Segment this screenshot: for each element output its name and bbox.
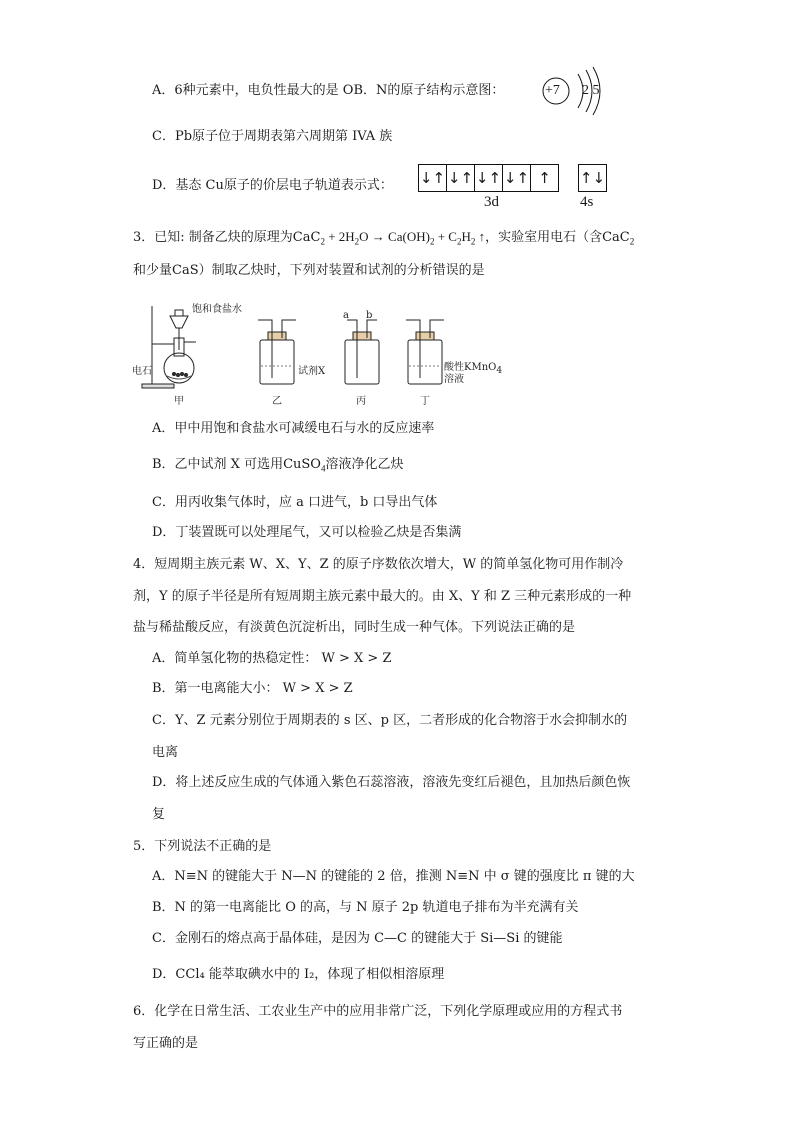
q3-option-a: A．甲中用饱和食盐水可减缓电石与水的反应速率 — [152, 421, 435, 436]
q2-option-c: C．Pb原子位于周期表第六周期第 IVA 族 — [152, 129, 393, 144]
label-ding: 丁 — [420, 396, 430, 407]
q2-option-a-text: A．6种元素中，电负性最大的是 OB．N的原子结构示意图： — [152, 83, 505, 98]
label-kmno4: 酸性KMnO$_4$ — [444, 362, 503, 376]
orbital-box-3d — [418, 164, 559, 192]
q5-option-c: C．金刚石的熔点高于晶体硅，是因为 C—C 的键能大于 Si—Si 的键能 — [152, 931, 563, 946]
gas-collection-bottle-icon — [345, 320, 379, 384]
q5-stem: 5．下列说法不正确的是 — [133, 839, 272, 854]
orbital-cell: ↑↓ — [579, 169, 606, 187]
q4-option-b: B．第一电离能大小： W > X > Z — [152, 681, 353, 696]
electron-shells: 2 5 — [582, 83, 600, 98]
q4-option-a: A．简单氢化物的热稳定性： W > X > Z — [152, 651, 392, 666]
q3-stem-part: 3．已知: 制备乙炔的原理为CaC — [133, 230, 321, 245]
q4-option-d-line1: D．将上述反应生成的气体通入紫色石蕊溶液，溶液先变红后褪色，且加热后颜色恢 — [152, 775, 631, 790]
nucleus-charge: +7 — [545, 83, 560, 98]
label-bing: 丙 — [356, 396, 366, 407]
orbital-box-4s — [578, 164, 607, 192]
orbital-label-3d: 3d — [484, 194, 499, 210]
label-jia: 甲 — [174, 396, 184, 407]
q3-option-c: C．用丙收集气体时，应 a 口进气，b 口导出气体 — [152, 495, 438, 510]
orbital-cell: ↓↑ — [475, 165, 503, 191]
label-reagent-x: 试剂X — [298, 366, 326, 377]
apparatus-figure — [130, 298, 520, 406]
orbital-cell: ↓↑ — [503, 165, 531, 191]
q4-option-d-line2: 复 — [152, 807, 166, 822]
label-saltwater: 饱和食盐水 — [192, 304, 242, 315]
q3-option-b: B．乙中试剂 X 可选用CuSO$_4$溶液净化乙炔 — [152, 457, 404, 474]
label-port-b: b — [366, 310, 373, 321]
q6-stem-line2: 写正确的是 — [133, 1036, 199, 1051]
q4-stem-line2: 剂，Y 的原子半径是所有短周期主族元素中最大的。由 X、Y 和 Z 三种元素形成的一种 — [133, 589, 632, 604]
q2-option-a — [152, 82, 504, 100]
q3-stem-part: ，实验室用电石（含CaC — [485, 230, 630, 245]
orbital-cell: ↑ — [538, 169, 551, 187]
label-port-a: a — [343, 310, 349, 321]
label-solution: 溶液 — [444, 374, 464, 385]
q6-stem-line1: 6．化学在日常生活、工农业生产中的应用非常广泛，下列化学原理或应用的方程式书 — [133, 1004, 623, 1019]
q5-option-a: A．N≡N 的键能大于 N—N 的键能的 2 倍，推测 N≡N 中 σ 键的强度比 π 键的大 — [152, 869, 635, 884]
orbital-cell: ↓↑ — [419, 165, 447, 191]
kmno4-bottle-icon — [406, 320, 444, 384]
q4-option-c-line1: C．Y、Z 元素分别位于周期表的 s 区、p 区，二者形成的化合物溶于水会抑制水的 — [152, 713, 628, 728]
label-yi: 乙 — [272, 396, 282, 407]
q3-option-d: D．丁装置既可以处理尾气，又可以检验乙炔是否集满 — [152, 525, 462, 540]
q3-stem-line2: 和少量CaS）制取乙炔时，下列对装置和试剂的分析错误的是 — [133, 263, 485, 278]
orbital-label-4s: 4s — [580, 194, 594, 210]
q5-option-b: B．N 的第一电离能比 O 的高，与 N 原子 2p 轨道电子排布为半充满有关 — [152, 900, 579, 915]
q4-option-c-line2: 电离 — [152, 745, 179, 760]
q5-option-d: D．CCl₄ 能萃取碘水中的 I₂，体现了相似相溶原理 — [152, 967, 445, 982]
q3-stem-line1: 3．已知: 制备乙炔的原理为$CaC_2 + 2H_2O \to Ca(OH)_2 + C_2H_2$ ↑，实验室用电石（含CaC$_2$ — [133, 229, 635, 247]
label-carbide: 电石 — [132, 366, 152, 377]
q4-stem-line1: 4．短周期主族元素 W、X、Y、Z 的原子序数依次增大，W 的简单氢化物可用作制冷 — [133, 557, 624, 572]
nitrogen-atom-diagram — [540, 66, 610, 120]
q4-stem-line3: 盐与稀盐酸反应，有淡黄色沉淀析出，同时生成一种气体。下列说法正确的是 — [133, 620, 576, 635]
wash-bottle-icon — [258, 320, 296, 384]
apparatus-drawing — [130, 298, 520, 406]
orbital-cell: ↓↑ — [447, 165, 475, 191]
q2-option-d: D．基态 Cu原子的价层电子轨道表示式： — [152, 178, 393, 193]
